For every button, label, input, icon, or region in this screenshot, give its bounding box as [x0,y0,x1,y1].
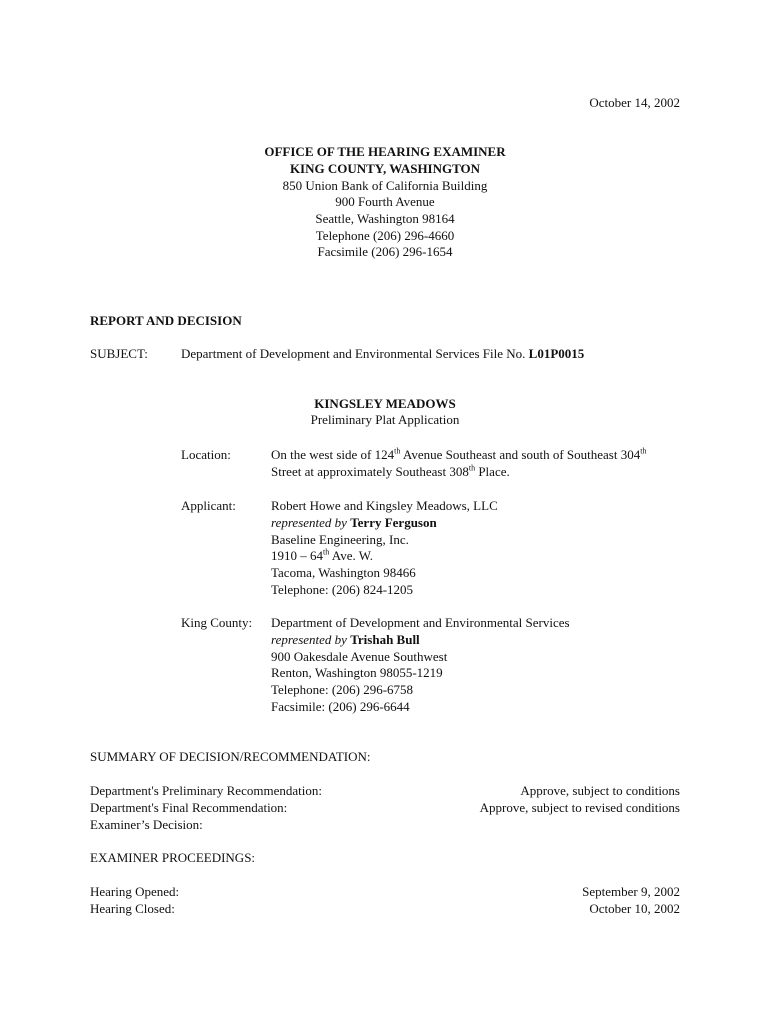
location-text-b: Avenue Southeast and south of Southeast 304 [400,447,641,462]
subject-description: Department of Development and Environmental Services File No. [181,346,529,361]
king-county-label: King County: [181,615,253,630]
applicant-address-b: Ave. W. [329,548,374,563]
location-line-1 [271,446,646,463]
office-facsimile: Facsimile (206) 296-1654 [317,244,453,259]
office-address-street: 900 Fourth Avenue [335,194,435,209]
summary-row-label: Department's Preliminary Recommendation: [90,783,322,798]
represented-by-label: represented by [271,515,347,530]
ordinal-suffix: th [640,446,647,456]
applicant-name: Robert Howe and Kingsley Meadows, LLC [271,498,498,513]
applicant-representative [271,514,437,531]
king-county-address: 900 Oakesdale Avenue Southwest [271,649,448,664]
king-county-department: Department of Development and Environmental Services [271,615,570,630]
subject-text [181,345,584,362]
ordinal-suffix: th [468,463,476,473]
subject-file-number: L01P0015 [528,346,585,361]
location-text-c: Street at approximately Southeast 308 [271,464,469,479]
location-line-2 [271,463,510,480]
proceedings-row-label: Hearing Opened: [90,884,180,899]
king-county-telephone: Telephone: (206) 296-6758 [271,682,414,697]
project-type: Preliminary Plat Application [310,412,460,427]
proceedings-row-value: October 10, 2002 [589,901,680,916]
summary-heading: SUMMARY OF DECISION/RECOMMENDATION: [90,749,371,764]
applicant-rep-name: Terry Ferguson [350,515,437,530]
king-county-city: Renton, Washington 98055-1219 [271,665,443,680]
applicant-city: Tacoma, Washington 98466 [271,565,416,580]
applicant-address-a: 1910 – 64 [271,548,323,563]
project-name: KINGSLEY MEADOWS [314,396,456,411]
ordinal-suffix: th [323,547,330,557]
applicant-telephone: Telephone: (206) 824-1205 [271,582,414,597]
summary-row-value: Approve, subject to revised conditions [479,800,680,815]
proceedings-row-value: September 9, 2002 [582,884,680,899]
summary-row-label: Examiner’s Decision: [90,817,203,832]
report-heading: REPORT AND DECISION [90,313,242,328]
subject-label: SUBJECT: [90,346,148,361]
represented-by-label: represented by [271,632,347,647]
king-county-rep-name: Trishah Bull [350,632,420,647]
proceedings-row-label: Hearing Closed: [90,901,175,916]
applicant-label: Applicant: [181,498,236,513]
location-label: Location: [181,447,231,462]
office-title: OFFICE OF THE HEARING EXAMINER [264,144,506,159]
ordinal-suffix: th [394,446,401,456]
location-text-d: Place. [475,464,510,479]
summary-row-value: Approve, subject to conditions [520,783,680,798]
king-county-representative [271,631,420,648]
proceedings-heading: EXAMINER PROCEEDINGS: [90,850,256,865]
applicant-company: Baseline Engineering, Inc. [271,532,409,547]
office-address-building: 850 Union Bank of California Building [282,178,488,193]
office-address-city: Seattle, Washington 98164 [315,211,455,226]
summary-row-label: Department's Final Recommendation: [90,800,288,815]
king-county-facsimile: Facsimile: (206) 296-6644 [271,699,410,714]
location-text-a: On the west side of 124 [271,447,395,462]
office-jurisdiction: KING COUNTY, WASHINGTON [289,161,481,176]
document-date: October 14, 2002 [589,95,680,110]
office-telephone: Telephone (206) 296-4660 [315,228,455,243]
applicant-address [271,547,373,564]
